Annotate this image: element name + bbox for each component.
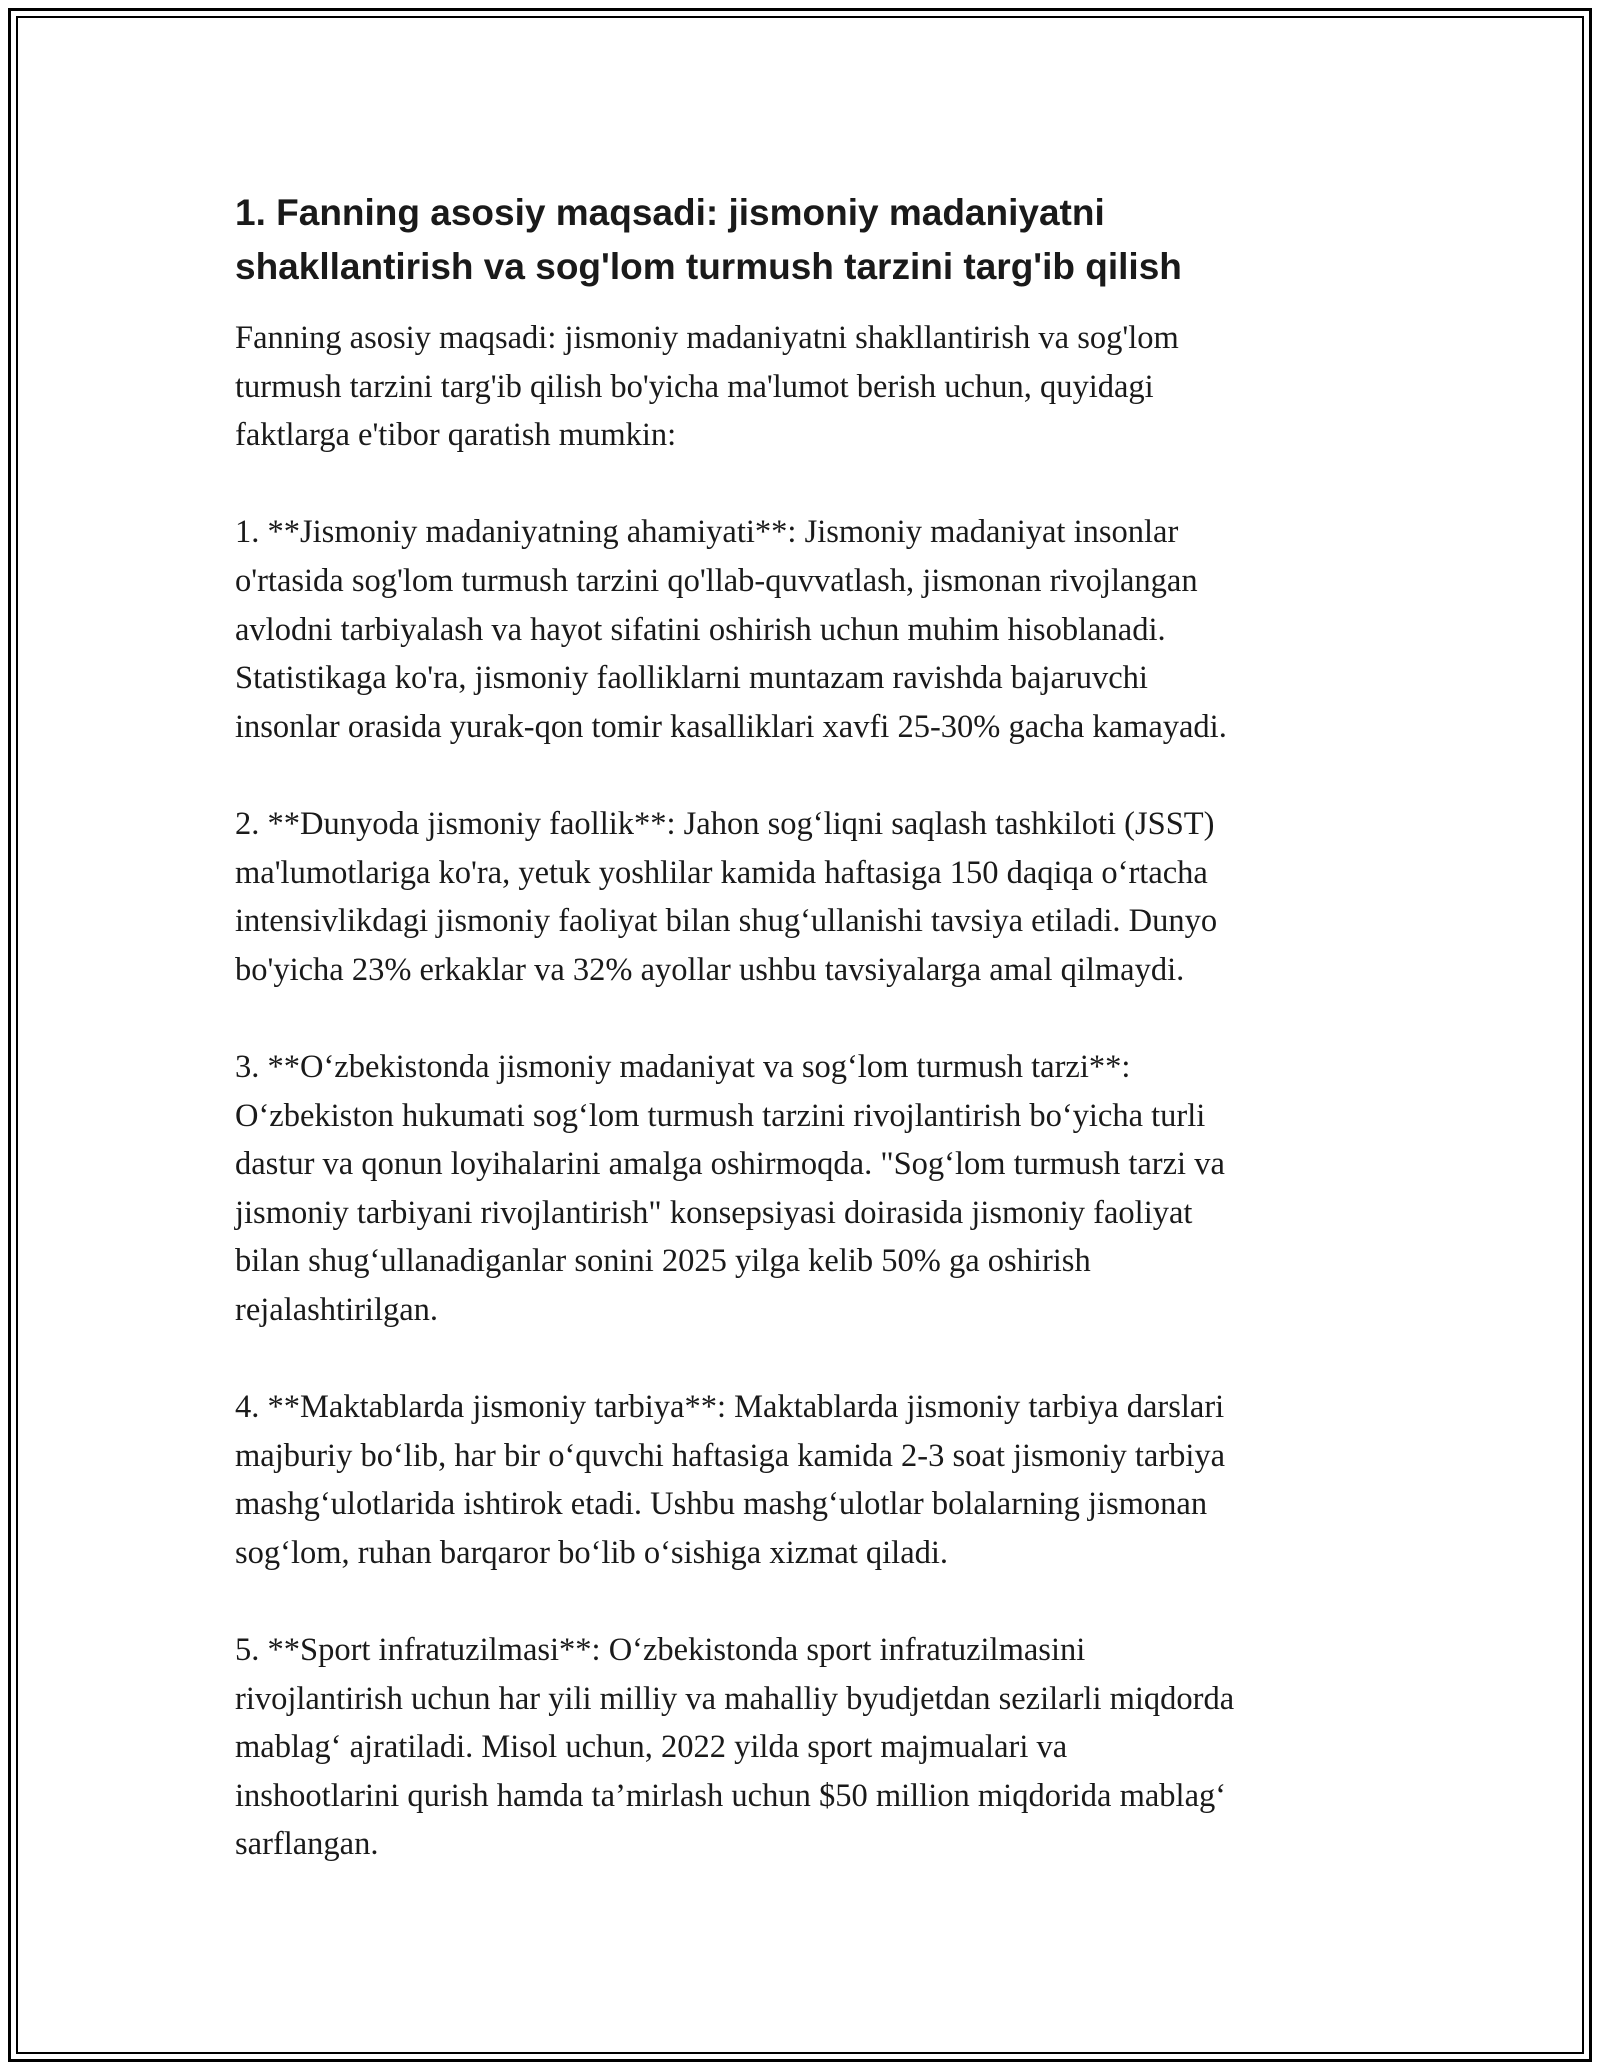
point-5-paragraph: 5. **Sport infratuzilmasi**: O‘zbekistonda sport infratuzilmasini rivojlantirish uchun har yili milliy va mahalliy byudjetdan sezilarli miqdorda mablag‘ ajratiladi. Misol uchun, 2022 yilda sport majmualari va inshootlarini qurish hamda ta’mirlash uchun $50 million miqdorida mablag‘ sarflangan. [235, 1632, 1235, 1863]
document-heading [235, 186, 1375, 294]
heading-line-1: 1. Fanning asosiy maqsadi: jismoniy madaniyatni [235, 192, 1105, 233]
point-1-paragraph: 1. **Jismoniy madaniyatning ahamiyati**: Jismoniy madaniyat insonlar o'rtasida sog'lom turmush tarzini qo'llab-quvvatlash, jismonan rivojlangan avlodni tarbiyalash va hayot sifatini oshirish uchun muhim hisoblanadi. Statistikaga ko'ra, jismoniy faolliklarni muntazam ravishda bajaruvchi insonlar orasida yurak-qon tomir kasalliklari xavfi 25-30% gacha kamayadi. [235, 514, 1227, 745]
point-2-paragraph: 2. **Dunyoda jismoniy faollik**: Jahon sog‘liqni saqlash tashkiloti (JSST) ma'lumotlariga ko'ra, yetuk yoshlilar kamida haftasiga 150 daqiqa o‘rtacha intensivlikdagi jismoniy faoliyat bilan shug‘ullanishi tavsiya etiladi. Dunyo bo'yicha 23% erkaklar va 32% ayollar ushbu tavsiyalarga amal qilmaydi. [235, 805, 1218, 988]
heading-line-2: shakllantirish va sog'lom turmush tarzini targ'ib qilish [235, 246, 1182, 287]
document-body [235, 186, 1375, 1918]
intro-paragraph: Fanning asosiy maqsadi: jismoniy madaniyatni shakllantirish va sog'lom turmush tarzini targ'ib qilish bo'yicha ma'lumot berish uchun, quyidagi faktlarga e'tibor qaratish mumkin: [235, 320, 1179, 454]
point-4-paragraph: 4. **Maktablarda jismoniy tarbiya**: Maktablarda jismoniy tarbiya darslari majburiy bo‘lib, har bir o‘quvchi haftasiga kamida 2-3 soat jismoniy tarbiya mashg‘ulotlarida ishtirok etadi. Ushbu mashg‘ulotlar bolalarning jismonan sog‘lom, ruhan barqaror bo‘lib o‘sishiga xizmat qiladi. [235, 1389, 1226, 1571]
point-3-paragraph: 3. **O‘zbekistonda jismoniy madaniyat va sog‘lom turmush tarzi**: O‘zbekiston hukumati sog‘lom turmush tarzini rivojlantirish bo‘yicha turli dastur va qonun loyihalarini amalga oshirmoqda. "Sog‘lom turmush tarzi va jismoniy tarbiyani rivojlantirish" konsepsiyasi doirasida jismoniy faoliyat bilan shug‘ullanadiganlar sonini 2025 yilga kelib 50% ga oshirish rejalashtirilgan. [235, 1048, 1225, 1328]
